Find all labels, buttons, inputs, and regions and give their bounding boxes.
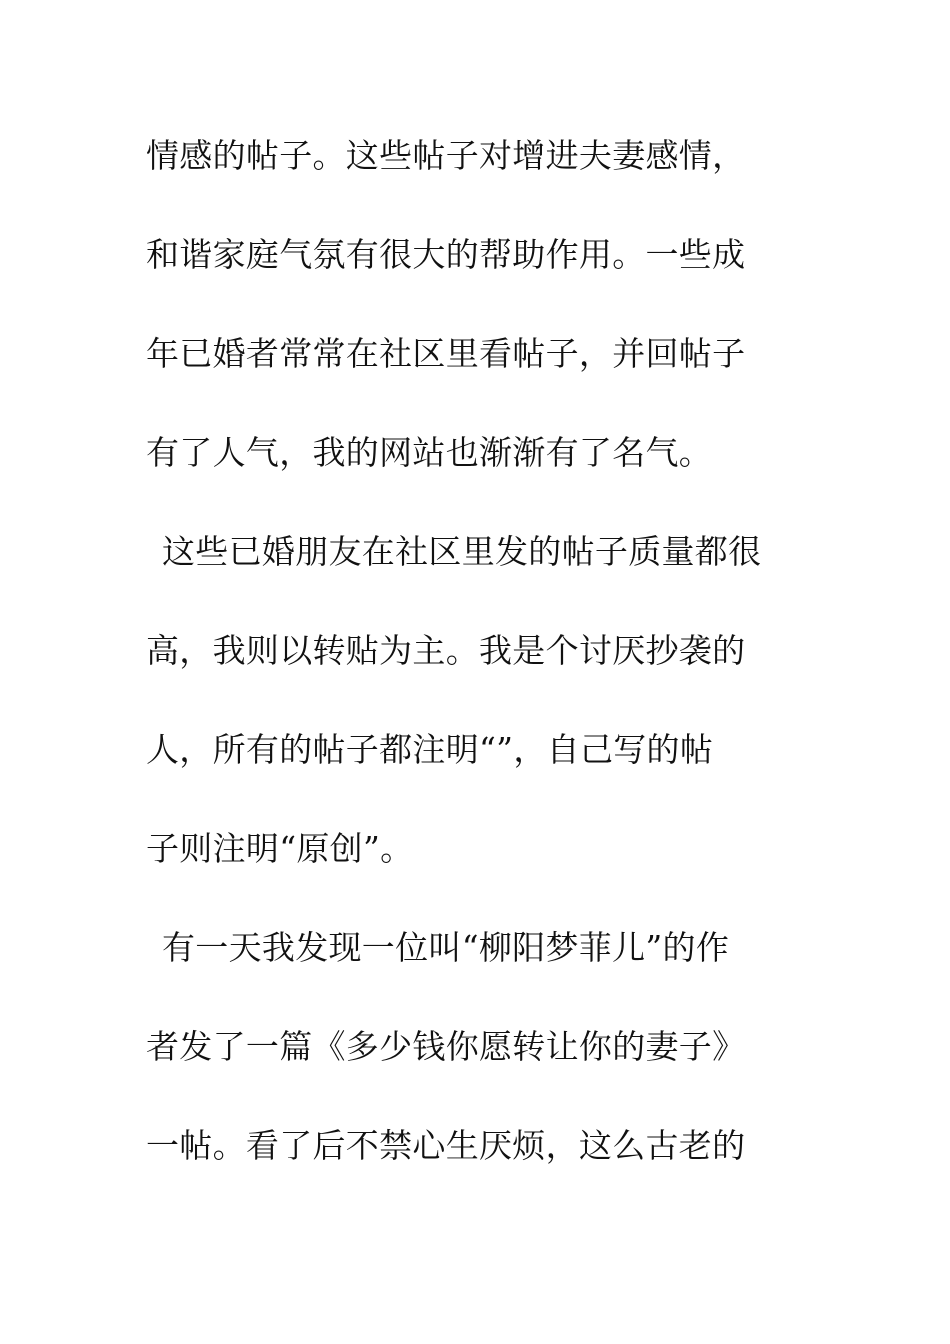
text-line: 高，我则以转贴为主。我是个讨厌抄袭的 xyxy=(146,631,746,670)
text-line: 这些已婚朋友在社区里发的帖子质量都很 xyxy=(162,532,762,571)
text-line: 有了人气，我的网站也渐渐有了名气。 xyxy=(146,433,713,472)
text-line: 和谐家庭气氛有很大的帮助作用。一些成 xyxy=(146,235,746,274)
text-line: 一帖。看了后不禁心生厌烦，这么古老的 xyxy=(146,1126,746,1165)
text-line: 年已婚者常常在社区里看帖子，并回帖子 xyxy=(146,334,746,373)
text-line: 情感的帖子。这些帖子对增进夫妻感情， xyxy=(146,136,746,175)
body-text xyxy=(146,128,806,1217)
text-line: 者发了一篇《多少钱你愿转让你的妻子》 xyxy=(146,1027,746,1066)
text-line: 人，所有的帖子都注明“”，自己写的帖 xyxy=(146,730,714,769)
text-line: 子则注明“原创”。 xyxy=(146,829,414,868)
text-line: 有一天我发现一位叫“柳阳梦菲儿”的作 xyxy=(162,928,730,967)
